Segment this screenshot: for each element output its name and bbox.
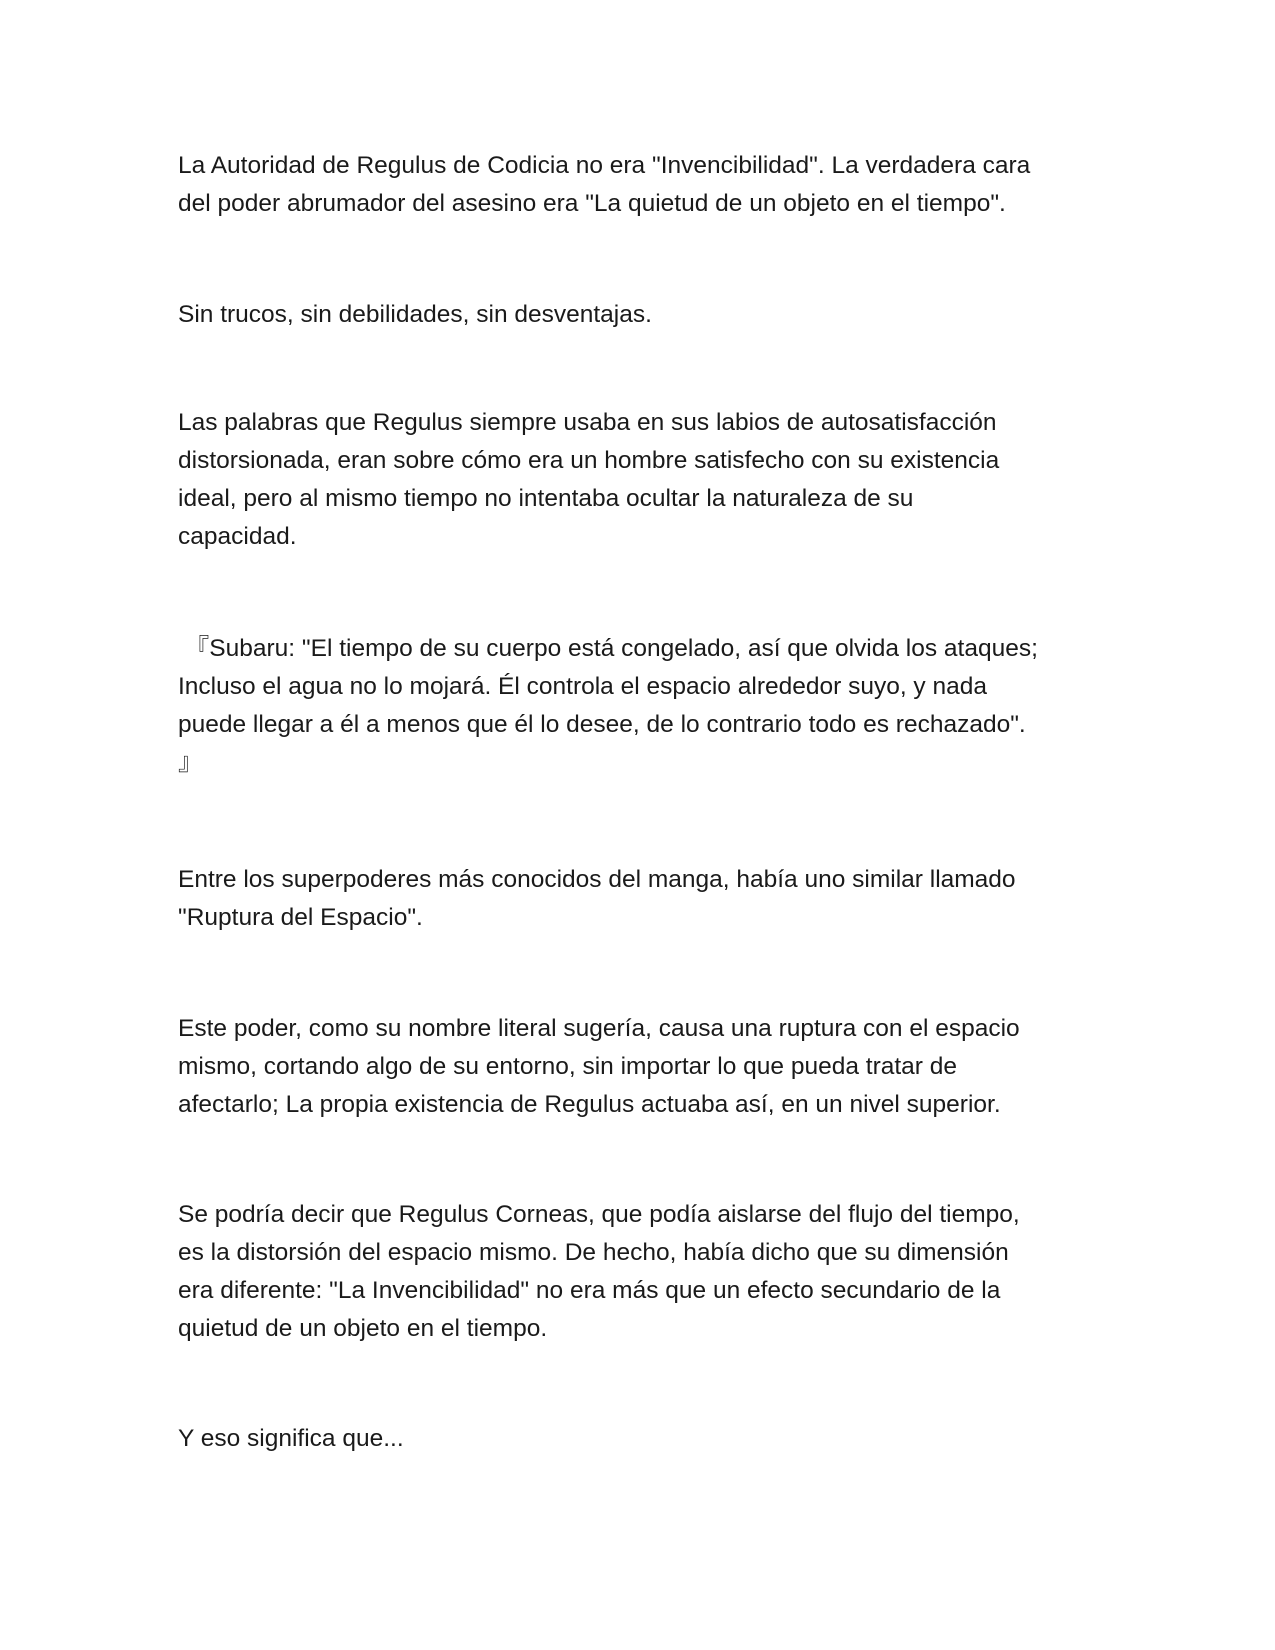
- paragraph-line: Este poder, como su nombre literal sugería, causa una ruptura con el espacio: [178, 1015, 1020, 1042]
- paragraph-5: [178, 861, 1118, 937]
- paragraph-8: [178, 1420, 1118, 1458]
- paragraph-line: capacidad.: [178, 523, 297, 550]
- paragraph-line: era diferente: "La Invencibilidad" no era más que un efecto secundario de la: [178, 1277, 1001, 1304]
- paragraph-line: 『Subaru: "El tiempo de su cuerpo está congelado, así que olvida los ataques;: [178, 635, 1038, 662]
- paragraph-line: Entre los superpoderes más conocidos del manga, había uno similar llamado: [178, 866, 1016, 893]
- paragraph-line: 』: [178, 749, 203, 776]
- paragraph-line: Las palabras que Regulus siempre usaba en sus labios de autosatisfacción: [178, 409, 997, 436]
- paragraph-4-quote: [178, 630, 1118, 782]
- paragraph-line: mismo, cortando algo de su entorno, sin importar lo que pueda tratar de: [178, 1053, 957, 1080]
- paragraph-line: ideal, pero al mismo tiempo no intentaba ocultar la naturaleza de su: [178, 485, 914, 512]
- paragraph-7: [178, 1196, 1118, 1348]
- paragraph-6: [178, 1010, 1118, 1124]
- paragraph-2: [178, 296, 1118, 334]
- paragraph-line: del poder abrumador del asesino era "La quietud de un objeto en el tiempo".: [178, 190, 1006, 217]
- paragraph-line: es la distorsión del espacio mismo. De hecho, había dicho que su dimensión: [178, 1239, 1009, 1266]
- paragraph-line: "Ruptura del Espacio".: [178, 904, 423, 931]
- paragraph-line: quietud de un objeto en el tiempo.: [178, 1315, 548, 1342]
- paragraph-line: Se podría decir que Regulus Corneas, que podía aislarse del flujo del tiempo,: [178, 1201, 1020, 1228]
- paragraph-line: distorsionada, eran sobre cómo era un hombre satisfecho con su existencia: [178, 447, 1000, 474]
- paragraph-line: Incluso el agua no lo mojará. Él controla el espacio alrededor suyo, y nada: [178, 673, 987, 700]
- paragraph-line: puede llegar a él a menos que él lo desee, de lo contrario todo es rechazado".: [178, 711, 1026, 738]
- paragraph-3: [178, 404, 1118, 556]
- paragraph-line: La Autoridad de Regulus de Codicia no era "Invencibilidad". La verdadera cara: [178, 152, 1031, 179]
- paragraph-line: Y eso significa que...: [178, 1425, 404, 1452]
- paragraph-1: [178, 147, 1118, 223]
- paragraph-line: Sin trucos, sin debilidades, sin desventajas.: [178, 301, 652, 328]
- paragraph-line: afectarlo; La propia existencia de Regulus actuaba así, en un nivel superior.: [178, 1091, 1001, 1118]
